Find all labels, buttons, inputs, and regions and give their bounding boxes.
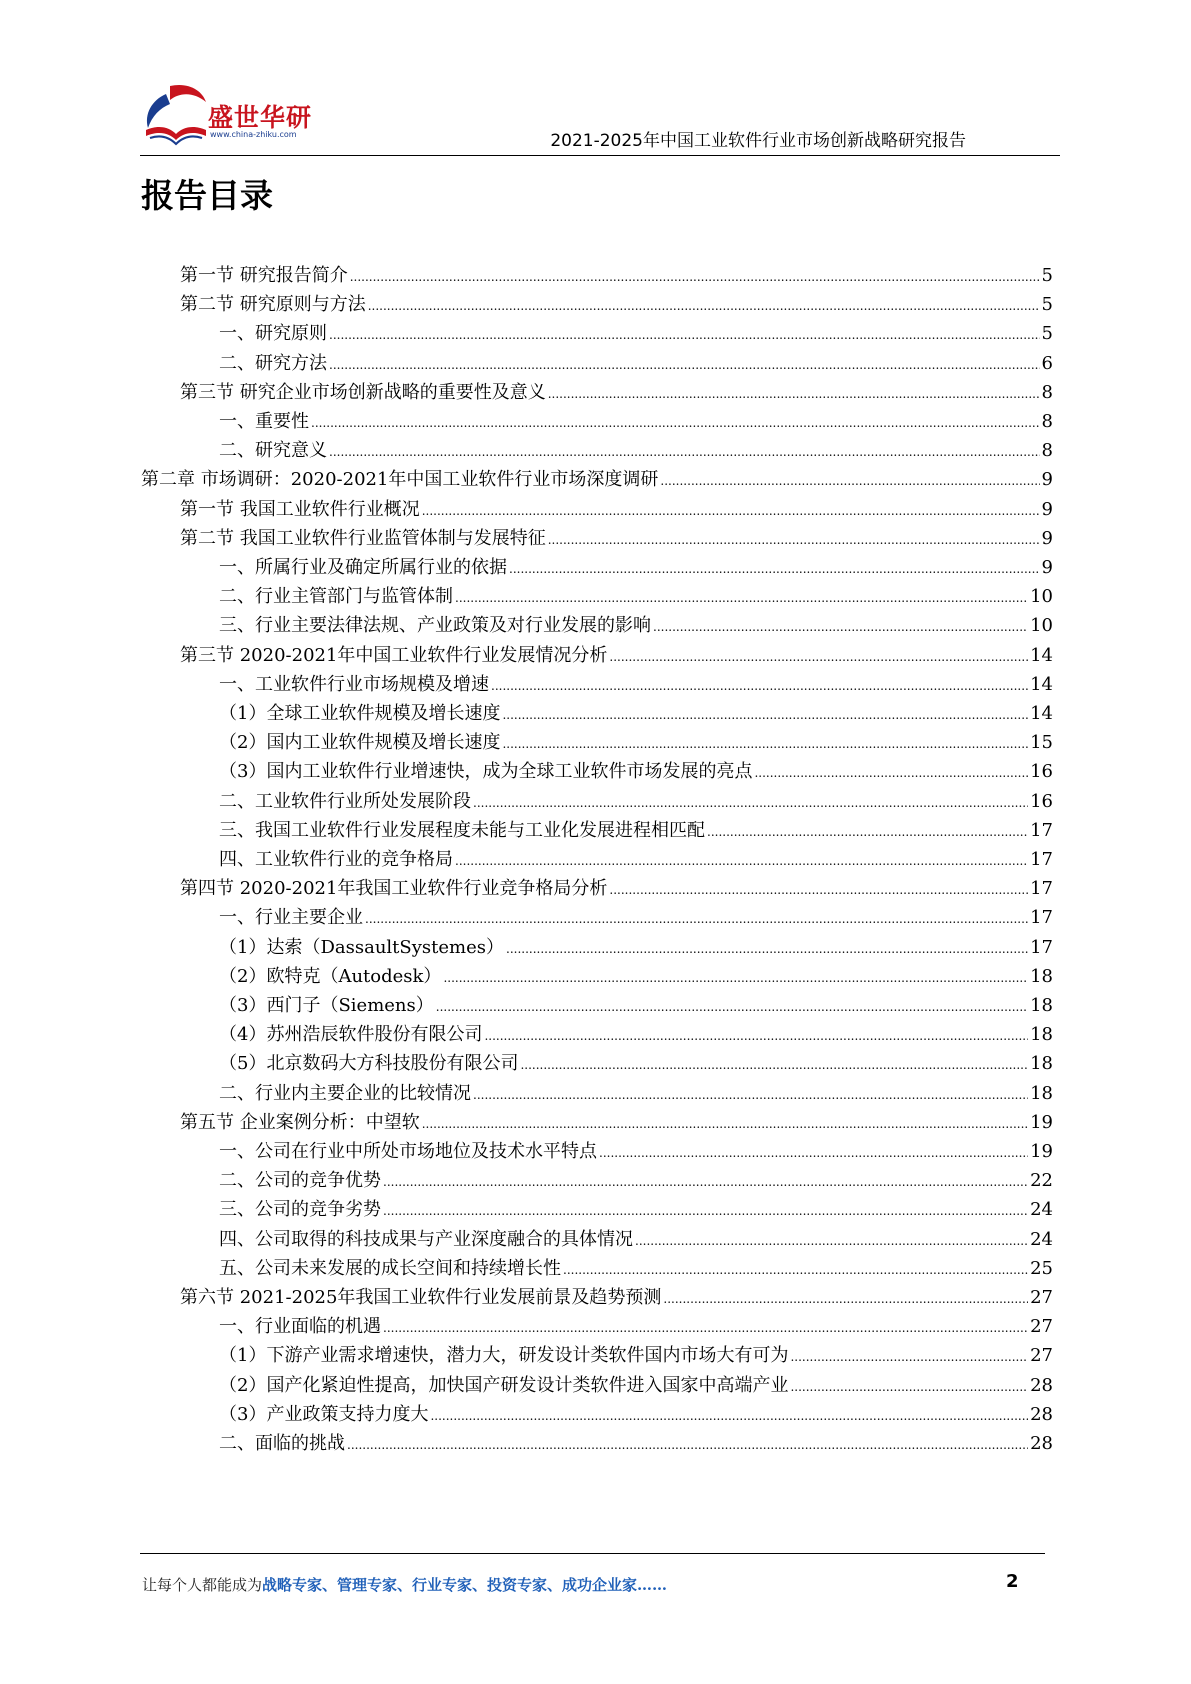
page-number: 2 bbox=[1006, 1571, 1019, 1592]
toc-leader-dots bbox=[635, 1226, 1028, 1255]
toc-entry-page: 9 bbox=[1041, 557, 1053, 578]
toc-entry-page: 18 bbox=[1030, 995, 1053, 1016]
toc-entry-page: 18 bbox=[1030, 1024, 1053, 1046]
toc-entry-page: 10 bbox=[1030, 586, 1053, 608]
toc-entry[interactable] bbox=[180, 291, 1053, 319]
toc-leader-dots bbox=[484, 1021, 1028, 1050]
toc-entry-page: 28 bbox=[1030, 1433, 1053, 1454]
toc-entry-page: 5 bbox=[1041, 265, 1053, 286]
toc-leader-dots bbox=[455, 583, 1028, 612]
toc-leader-dots bbox=[548, 525, 1040, 554]
toc-leader-dots bbox=[329, 437, 1040, 466]
toc-entry-label: 第二章 市场调研：2020-2021年中国工业软件行业市场深度调研 bbox=[141, 469, 659, 491]
toc-entry[interactable] bbox=[180, 642, 1053, 670]
toc-entry-page: 17 bbox=[1030, 849, 1053, 870]
toc-entry-page: 17 bbox=[1030, 878, 1053, 900]
toc-entry-label: （5）北京数码大方科技股份有限公司 bbox=[219, 1053, 519, 1075]
toc-entry-page: 9 bbox=[1041, 527, 1053, 549]
toc-leader-dots bbox=[383, 1167, 1028, 1196]
toc-leader-dots bbox=[520, 1050, 1028, 1079]
toc-entry-label: 第四节 2020-2021年我国工业软件行业竞争格局分析 bbox=[180, 878, 608, 900]
toc-entry[interactable] bbox=[180, 1109, 1053, 1137]
toc-entry-label: 二、研究方法 bbox=[219, 352, 327, 374]
toc-entry-page: 18 bbox=[1030, 1082, 1053, 1104]
toc-leader-dots bbox=[383, 1196, 1028, 1225]
toc-leader-dots bbox=[548, 379, 1040, 408]
toc-entry-page: 17 bbox=[1030, 907, 1053, 929]
toc-leader-dots bbox=[473, 788, 1028, 817]
toc-leader-dots bbox=[790, 1342, 1028, 1371]
toc-entry-label: 二、工业软件行业所处发展阶段 bbox=[219, 790, 471, 812]
toc-entry[interactable] bbox=[219, 963, 1053, 991]
toc-entry-page: 9 bbox=[1041, 469, 1053, 491]
toc-entry-page: 15 bbox=[1030, 732, 1053, 754]
toc-leader-dots bbox=[422, 1109, 1028, 1138]
toc-entry-page: 19 bbox=[1030, 1111, 1053, 1133]
toc-entry[interactable] bbox=[219, 729, 1053, 757]
toc-entry-label: （1）下游产业需求增速快，潜力大，研发设计类软件国内市场大有可为 bbox=[219, 1345, 789, 1367]
toc-entry-page: 6 bbox=[1041, 352, 1053, 374]
toc-leader-dots bbox=[329, 320, 1040, 349]
toc-entry-label: （2）国产化紧迫性提高，加快国产研发设计类软件进入国家中高端产业 bbox=[219, 1374, 789, 1396]
toc-entry-page: 17 bbox=[1030, 936, 1053, 958]
toc-entry-page: 16 bbox=[1030, 761, 1053, 783]
toc-entry-page: 8 bbox=[1041, 381, 1053, 403]
toc-entry[interactable] bbox=[219, 437, 1053, 465]
toc-entry-label: （3）产业政策支持力度大 bbox=[219, 1403, 429, 1425]
toc-leader-dots bbox=[365, 904, 1028, 933]
toc-entry-page: 19 bbox=[1030, 1141, 1053, 1162]
toc-entry[interactable] bbox=[219, 904, 1053, 932]
toc-leader-dots bbox=[502, 729, 1028, 758]
toc-entry[interactable] bbox=[180, 262, 1053, 290]
toc-entry-page: 18 bbox=[1030, 965, 1053, 987]
report-title: 2021-2025年中国工业软件行业市场创新战略研究报告 bbox=[550, 131, 966, 151]
toc-entry[interactable] bbox=[219, 992, 1053, 1020]
toc-leader-dots bbox=[509, 554, 1040, 583]
toc-entry-page: 10 bbox=[1030, 615, 1053, 637]
toc-entry-label: 第三节 研究企业市场创新战略的重要性及意义 bbox=[180, 381, 546, 403]
toc-entry[interactable] bbox=[141, 466, 1053, 494]
toc-entry-page: 8 bbox=[1041, 411, 1053, 432]
toc-entry-page: 28 bbox=[1030, 1403, 1053, 1425]
toc-entry-label: 一、行业主要企业 bbox=[219, 907, 363, 929]
page-title: 报告目录 bbox=[141, 176, 273, 215]
toc-entry-label: 一、研究原则 bbox=[219, 323, 327, 345]
toc-entry[interactable] bbox=[219, 758, 1053, 786]
toc-entry[interactable] bbox=[219, 583, 1053, 611]
toc-entry-label: 三、公司的竞争劣势 bbox=[219, 1199, 381, 1221]
toc-entry[interactable] bbox=[180, 1284, 1053, 1312]
toc-entry-page: 27 bbox=[1030, 1345, 1053, 1367]
toc-entry-page: 22 bbox=[1030, 1170, 1053, 1192]
toc-leader-dots bbox=[754, 758, 1028, 787]
toc-entry-label: 一、工业软件行业市场规模及增速 bbox=[219, 673, 489, 695]
toc-entry[interactable] bbox=[219, 1196, 1053, 1224]
toc-entry-page: 17 bbox=[1030, 819, 1053, 841]
toc-entry[interactable] bbox=[219, 788, 1053, 816]
toc-entry[interactable] bbox=[180, 496, 1053, 524]
toc-entry-page: 9 bbox=[1041, 498, 1053, 520]
toc-leader-dots bbox=[430, 1401, 1028, 1430]
toc-entry[interactable] bbox=[219, 817, 1053, 845]
toc-entry-page: 16 bbox=[1030, 790, 1053, 812]
toc-entry[interactable] bbox=[219, 1050, 1053, 1078]
toc-entry-label: 二、面临的挑战 bbox=[219, 1433, 345, 1454]
toc-entry[interactable] bbox=[219, 408, 1053, 436]
header-divider bbox=[140, 155, 1060, 156]
toc-entry-label: 第二节 我国工业软件行业监管体制与发展特征 bbox=[180, 527, 546, 549]
toc-entry-page: 5 bbox=[1041, 294, 1053, 316]
logo-book-icon bbox=[140, 80, 210, 148]
toc-entry-page: 27 bbox=[1030, 1287, 1053, 1308]
toc-entry[interactable] bbox=[219, 1372, 1053, 1400]
toc-entry-page: 24 bbox=[1030, 1228, 1053, 1250]
toc-entry-label: 一、行业面临的机遇 bbox=[219, 1316, 381, 1338]
footer-slogan bbox=[142, 1574, 667, 1595]
toc-entry-label: 一、所属行业及确定所属行业的依据 bbox=[219, 557, 507, 578]
toc-entry[interactable] bbox=[219, 1080, 1053, 1108]
toc-entry[interactable] bbox=[219, 1342, 1053, 1370]
toc-entry-label: （3）西门子（Siemens） bbox=[219, 995, 434, 1016]
toc-entry-label: 第五节 企业案例分析：中望软 bbox=[180, 1111, 420, 1133]
toc-entry[interactable] bbox=[180, 379, 1053, 407]
toc-entry-label: 一、公司在行业中所处市场地位及技术水平特点 bbox=[219, 1141, 597, 1162]
toc-leader-dots bbox=[506, 934, 1028, 963]
toc-entry-page: 27 bbox=[1030, 1316, 1053, 1338]
toc-leader-dots bbox=[473, 1080, 1028, 1109]
logo-url: www.china-zhiku.com bbox=[210, 130, 297, 139]
toc-entry-label: 二、行业内主要企业的比较情况 bbox=[219, 1082, 471, 1104]
toc-leader-dots bbox=[368, 291, 1040, 320]
toc-entry[interactable] bbox=[219, 1167, 1053, 1195]
toc-entry[interactable] bbox=[219, 1226, 1053, 1254]
toc-entry-label: （2）国内工业软件规模及增长速度 bbox=[219, 732, 501, 754]
toc-entry-page: 5 bbox=[1041, 323, 1053, 345]
logo-name: 盛世华研 bbox=[208, 103, 313, 132]
toc-leader-dots bbox=[443, 963, 1028, 992]
toc-leader-dots bbox=[599, 1138, 1028, 1167]
toc-leader-dots bbox=[347, 1430, 1028, 1459]
toc-entry-page: 8 bbox=[1041, 440, 1053, 462]
toc-entry-label: （1）全球工业软件规模及增长速度 bbox=[219, 703, 501, 724]
toc-entry-label: （2）欧特克（Autodesk） bbox=[219, 965, 442, 987]
toc-entry-label: 三、我国工业软件行业发展程度未能与工业化发展进程相匹配 bbox=[219, 819, 705, 841]
toc-entry-label: （1）达索（DassaultSystemes） bbox=[219, 936, 504, 958]
toc-leader-dots bbox=[660, 466, 1039, 495]
toc-leader-dots bbox=[790, 1372, 1028, 1401]
toc-leader-dots bbox=[653, 612, 1028, 641]
toc-entry-page: 24 bbox=[1030, 1199, 1053, 1221]
toc-entry[interactable] bbox=[219, 1021, 1053, 1049]
toc-entry-label: 第二节 研究原则与方法 bbox=[180, 294, 366, 316]
toc-entry-label: （4）苏州浩辰软件股份有限公司 bbox=[219, 1024, 483, 1046]
toc-leader-dots bbox=[707, 817, 1028, 846]
toc-leader-dots bbox=[663, 1284, 1028, 1313]
toc-entry-label: 四、公司取得的科技成果与产业深度融合的具体情况 bbox=[219, 1228, 633, 1250]
toc-leader-dots bbox=[563, 1255, 1028, 1284]
toc-entry[interactable] bbox=[219, 934, 1053, 962]
toc-entry-label: 四、工业软件行业的竞争格局 bbox=[219, 849, 453, 870]
toc-entry[interactable] bbox=[180, 875, 1053, 903]
toc-entry-page: 14 bbox=[1030, 644, 1053, 666]
toc-entry-label: 一、重要性 bbox=[219, 411, 309, 432]
toc-entry[interactable] bbox=[219, 1138, 1053, 1166]
toc-entry-label: 三、行业主要法律法规、产业政策及对行业发展的影响 bbox=[219, 615, 651, 637]
toc-entry[interactable] bbox=[219, 846, 1053, 874]
toc-leader-dots bbox=[436, 992, 1028, 1021]
toc-leader-dots bbox=[491, 671, 1028, 700]
toc-entry[interactable] bbox=[219, 1313, 1053, 1341]
toc-entry-page: 28 bbox=[1030, 1374, 1053, 1396]
toc-entry-label: 第六节 2021-2025年我国工业软件行业发展前景及趋势预测 bbox=[180, 1287, 662, 1308]
company-logo bbox=[140, 80, 320, 150]
toc-entry-page: 25 bbox=[1030, 1257, 1053, 1279]
toc-leader-dots bbox=[311, 408, 1040, 437]
toc-entry[interactable] bbox=[219, 612, 1053, 640]
toc-leader-dots bbox=[609, 875, 1028, 904]
toc-entry-label: （3）国内工业软件行业增速快，成为全球工业软件市场发展的亮点 bbox=[219, 761, 753, 783]
toc-entry[interactable] bbox=[219, 1430, 1053, 1458]
toc-entry-label: 二、公司的竞争优势 bbox=[219, 1170, 381, 1192]
toc-leader-dots bbox=[329, 350, 1040, 379]
toc-entry[interactable] bbox=[219, 1255, 1053, 1283]
toc-entry-label: 第一节 研究报告简介 bbox=[180, 265, 348, 286]
toc-entry[interactable] bbox=[219, 671, 1053, 699]
toc-entry[interactable] bbox=[180, 525, 1053, 553]
toc-entry-label: 第三节 2020-2021年中国工业软件行业发展情况分析 bbox=[180, 644, 608, 666]
toc-entry[interactable] bbox=[219, 554, 1053, 582]
toc-entry[interactable] bbox=[219, 1401, 1053, 1429]
toc-leader-dots bbox=[609, 642, 1028, 671]
toc-entry-page: 18 bbox=[1030, 1053, 1053, 1075]
slogan-lead: 让每个人都能成为 bbox=[142, 1576, 263, 1594]
footer-divider bbox=[140, 1553, 1045, 1554]
toc-entry[interactable] bbox=[219, 350, 1053, 378]
toc-leader-dots bbox=[502, 700, 1028, 729]
toc-leader-dots bbox=[422, 496, 1040, 525]
toc-entry-page: 14 bbox=[1030, 673, 1053, 695]
toc-entry[interactable] bbox=[219, 700, 1053, 728]
toc-entry-label: 二、行业主管部门与监管体制 bbox=[219, 586, 453, 608]
toc-entry-page: 14 bbox=[1030, 703, 1053, 724]
toc-entry-label: 第一节 我国工业软件行业概况 bbox=[180, 498, 420, 520]
toc-entry-label: 二、研究意义 bbox=[219, 440, 327, 462]
toc-leader-dots bbox=[455, 846, 1028, 875]
toc-leader-dots bbox=[350, 262, 1040, 291]
toc-leader-dots bbox=[383, 1313, 1028, 1342]
toc-entry-label: 五、公司未来发展的成长空间和持续增长性 bbox=[219, 1257, 561, 1279]
slogan-highlight: 战略专家、管理专家、行业专家、投资专家、成功企业家…… bbox=[262, 1576, 668, 1594]
toc-entry[interactable] bbox=[219, 320, 1053, 348]
